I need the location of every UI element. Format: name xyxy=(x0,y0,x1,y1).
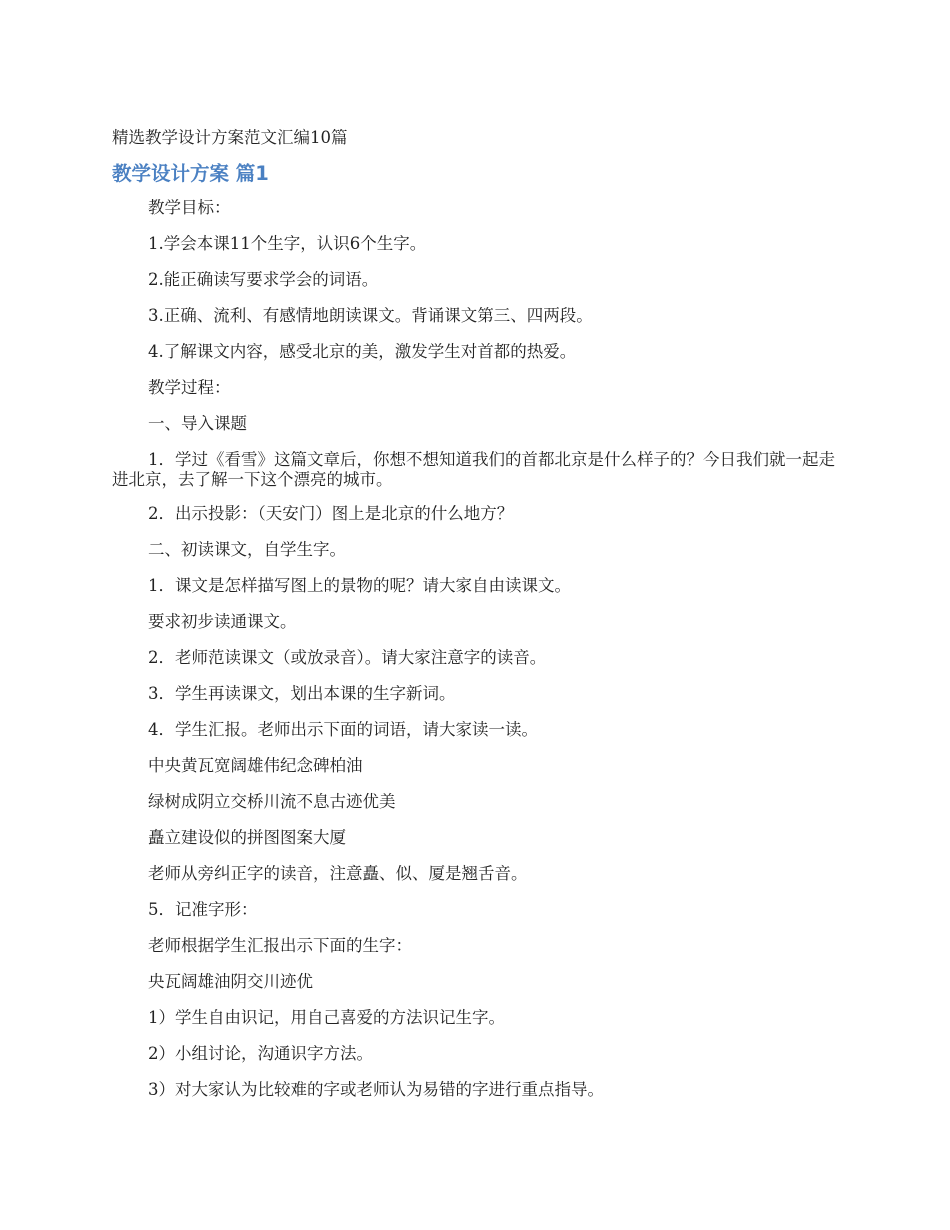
paragraph-step-1-item-1: 1．学过《看雪》这篇文章后，你想不想知道我们的首都北京是什么样子的？今日我们就一起走进北京，去了解一下这个漂亮的城市。 xyxy=(112,450,835,489)
paragraph-step-2-item-3: 3．学生再读课文，划出本课的生字新词。 xyxy=(148,684,456,703)
paragraph-substep-2: 2）小组讨论，沟通识字方法。 xyxy=(148,1044,373,1063)
paragraph-teaching-goals: 教学目标： xyxy=(148,198,231,217)
paragraph-pronunciation-note: 老师从旁纠正字的读音，注意矗、似、厦是翘舌音。 xyxy=(148,864,528,883)
paragraph-goal-3: 3.正确、流利、有感情地朗读课文。背诵课文第三、四两段。 xyxy=(148,306,593,325)
paragraph-requirement: 要求初步读通课文。 xyxy=(148,612,297,631)
paragraph-step-2-item-5: 5．记准字形： xyxy=(148,900,258,919)
paragraph-step-2-title: 二、初读课文，自学生字。 xyxy=(148,540,346,559)
paragraph-step-2-item-1: 1．课文是怎样描写图上的景物的呢？请大家自由读课文。 xyxy=(148,576,571,595)
paragraph-step-1-item-2: 2．出示投影：（天安门）图上是北京的什么地方？ xyxy=(148,504,514,523)
section-heading: 教学设计方案 篇1 xyxy=(112,162,269,185)
paragraph-step-2-item-2: 2．老师范读课文（或放录音）。请大家注意字的读音。 xyxy=(148,648,547,667)
paragraph-step-1-title: 一、导入课题 xyxy=(148,414,247,433)
paragraph-goal-4: 4.了解课文内容，感受北京的美，激发学生对首都的热爱。 xyxy=(148,342,577,361)
document-page xyxy=(112,126,838,1116)
paragraph-word-list-1: 中央黄瓦宽阔雄伟纪念碑柏油 xyxy=(148,756,363,775)
paragraph-character-list: 央瓦阔雄油阴交川迹优 xyxy=(148,972,313,991)
paragraph-substep-1: 1）学生自由识记，用自己喜爱的方法识记生字。 xyxy=(148,1008,505,1027)
paragraph-word-list-3: 矗立建设似的拼图图案大厦 xyxy=(148,828,346,847)
paragraph-step-2-item-4: 4．学生汇报。老师出示下面的词语，请大家读一读。 xyxy=(148,720,538,739)
paragraph-substep-3: 3）对大家认为比较难的字或老师认为易错的字进行重点指导。 xyxy=(148,1080,604,1099)
paragraph-goal-1: 1.学会本课11个生字，认识6个生字。 xyxy=(148,234,427,253)
paragraph-character-intro: 老师根据学生汇报出示下面的生字： xyxy=(148,936,412,955)
paragraph-goal-2: 2.能正确读写要求学会的词语。 xyxy=(148,270,379,289)
paragraph-word-list-2: 绿树成阴立交桥川流不息古迹优美 xyxy=(148,792,396,811)
paragraph-teaching-process: 教学过程： xyxy=(148,378,231,397)
document-title: 精选教学设计方案范文汇编10篇 xyxy=(112,128,348,147)
